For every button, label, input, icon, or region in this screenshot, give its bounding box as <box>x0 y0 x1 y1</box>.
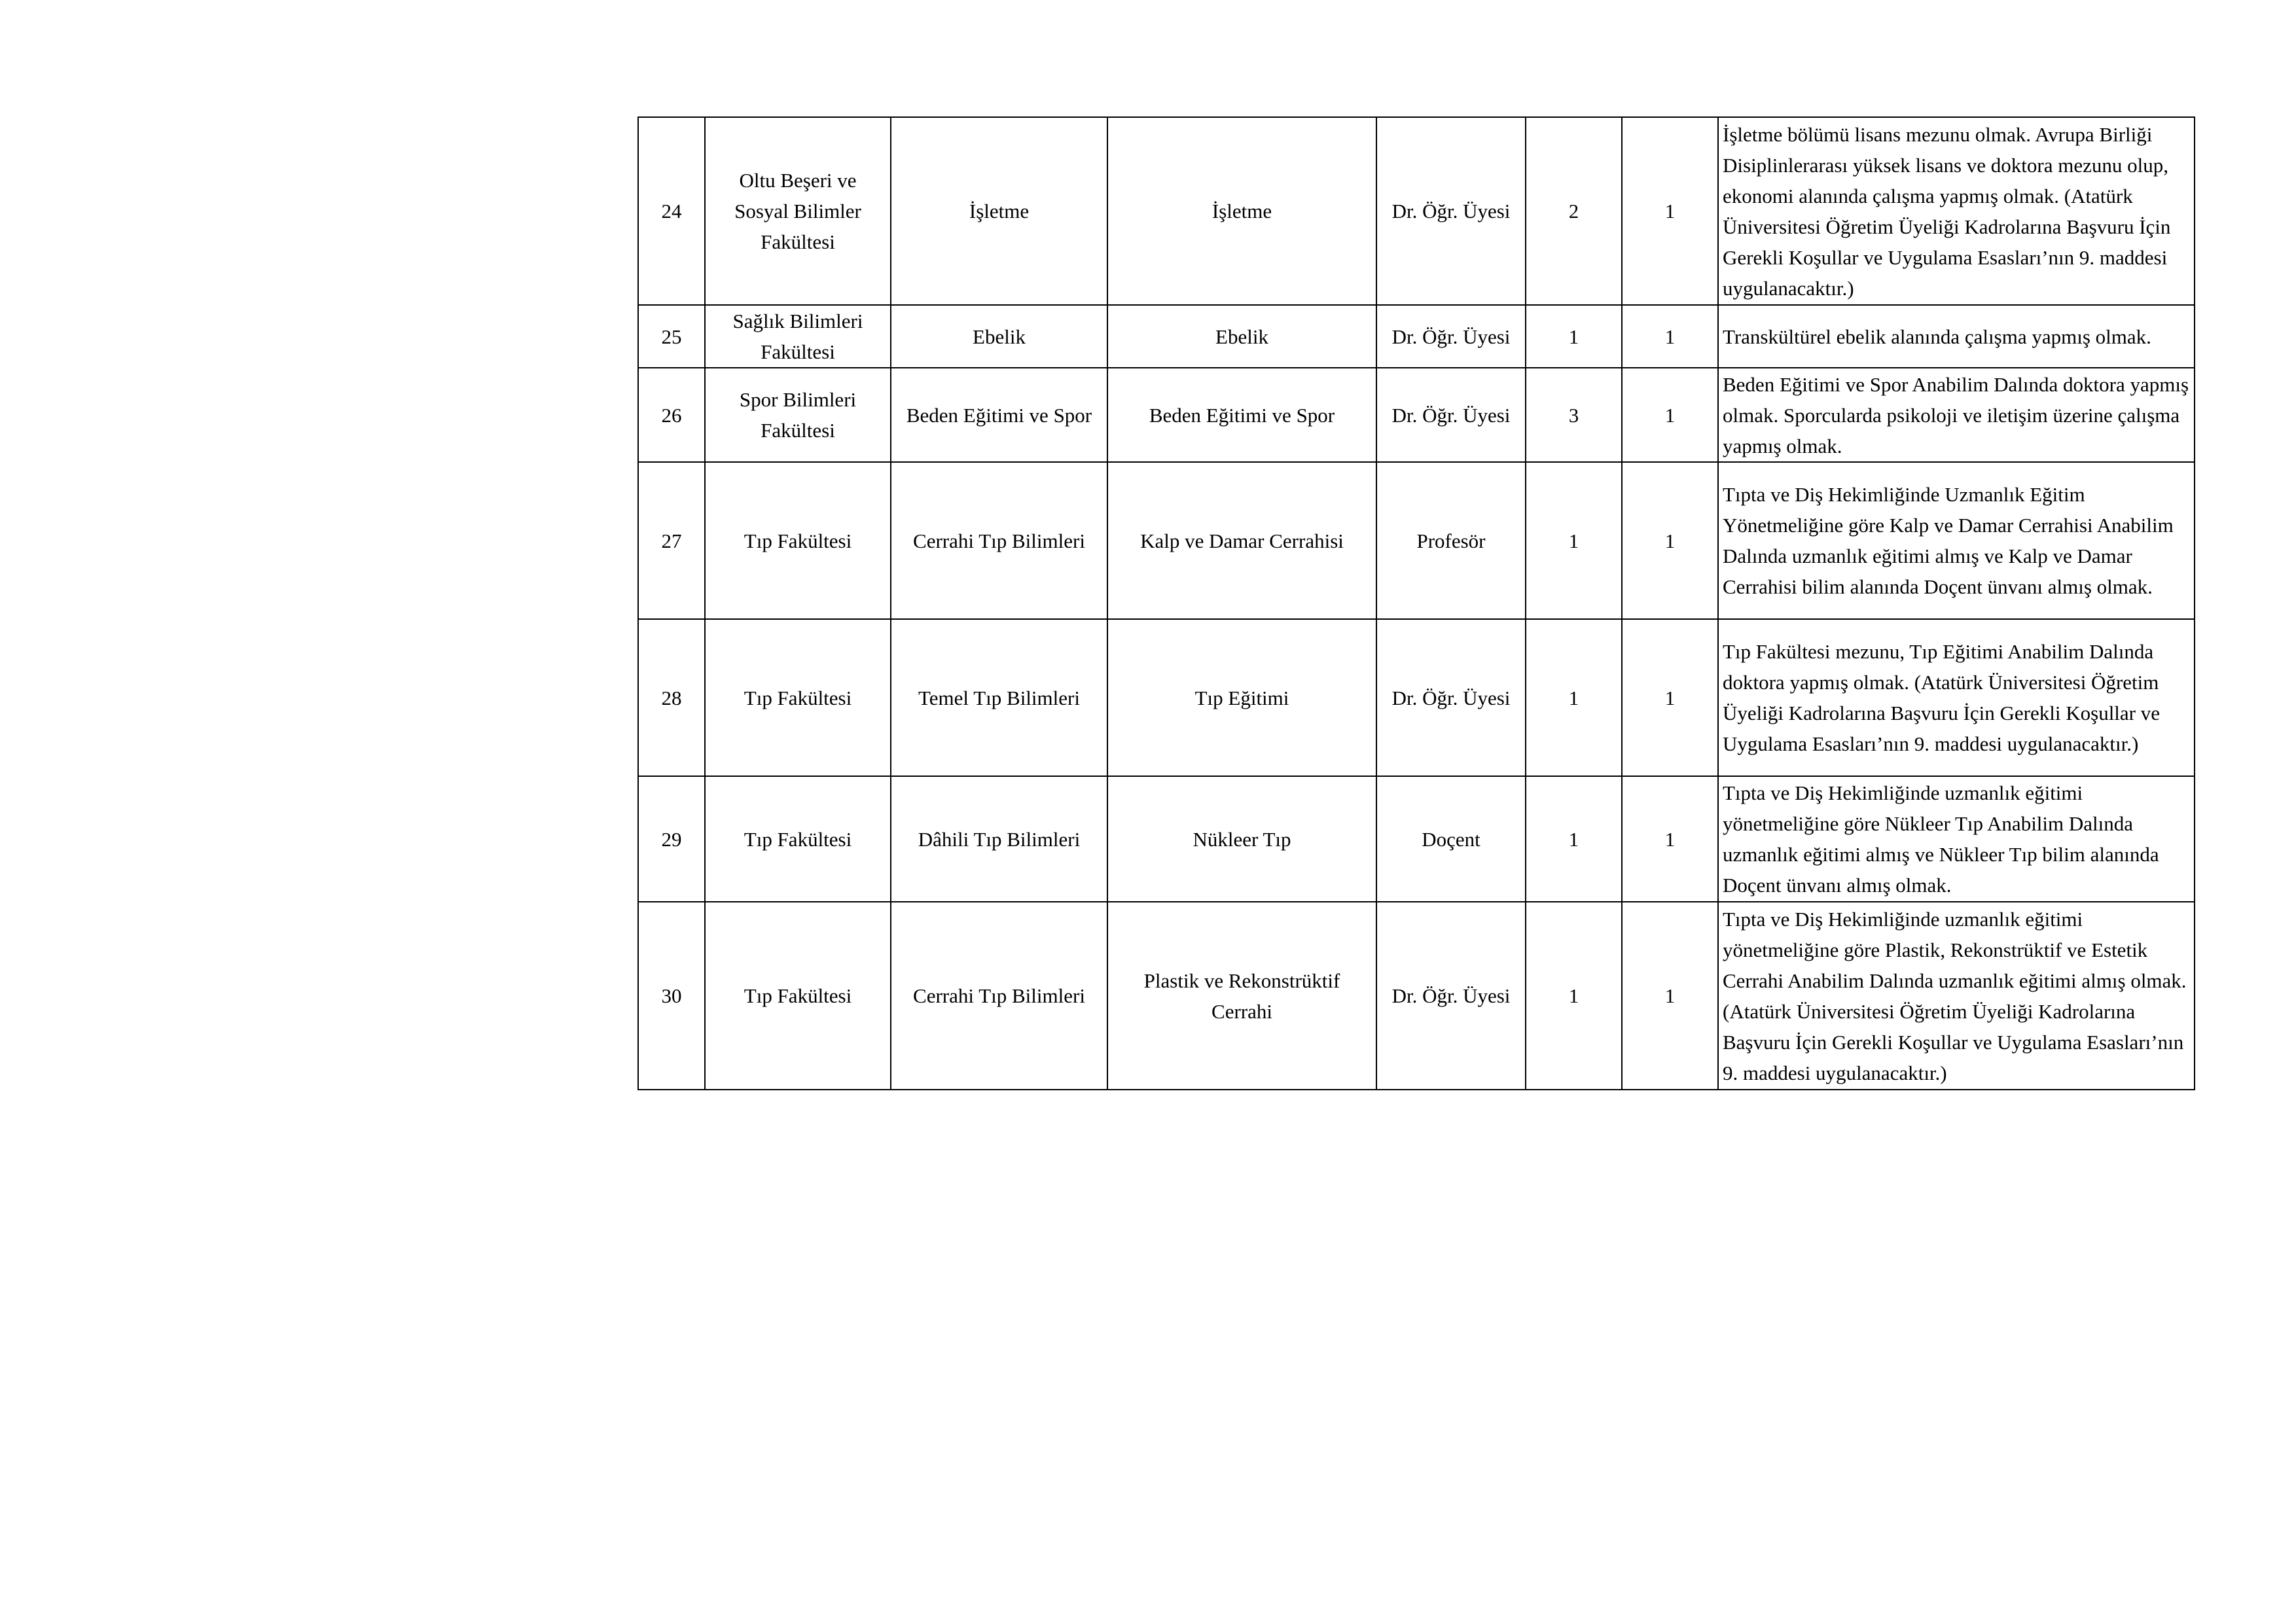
table-row <box>638 619 2195 776</box>
table-row <box>638 462 2195 619</box>
requirement-cell: Tıpta ve Diş Hekimliğinde Uzmanlık Eğitim Yönetmeliğine göre Kalp ve Damar Cerrahisi Anabilim Dalında uzmanlık eğitimi almış ve Kalp ve Damar Cerrahisi bilim alanında Doçent ünvanı almış olmak. <box>1718 462 2195 619</box>
program-cell: Plastik ve Rekonstrüktif Cerrahi <box>1107 902 1376 1090</box>
row-number: 24 <box>638 117 705 305</box>
title-cell: Dr. Öğr. Üyesi <box>1376 305 1526 368</box>
requirement-cell: Tıp Fakültesi mezunu, Tıp Eğitimi Anabilim Dalında doktora yapmış olmak. (Atatürk Üniversitesi Öğretim Üyeliği Kadrolarına Başvuru İçin Gerekli Koşullar ve Uygulama Esasları’nın 9. maddesi uygulanacaktır.) <box>1718 619 2195 776</box>
degree-cell: 1 <box>1526 619 1622 776</box>
count-cell: 1 <box>1622 368 1718 462</box>
faculty-cell: Tıp Fakültesi <box>705 776 891 902</box>
faculty-cell: Tıp Fakültesi <box>705 619 891 776</box>
degree-cell: 3 <box>1526 368 1622 462</box>
faculty-cell: Tıp Fakültesi <box>705 462 891 619</box>
degree-cell: 1 <box>1526 462 1622 619</box>
degree-cell: 1 <box>1526 305 1622 368</box>
title-cell: Dr. Öğr. Üyesi <box>1376 619 1526 776</box>
program-cell: Nükleer Tıp <box>1107 776 1376 902</box>
positions-table <box>637 116 2195 1090</box>
program-cell: Beden Eğitimi ve Spor <box>1107 368 1376 462</box>
row-number: 28 <box>638 619 705 776</box>
faculty-cell: Tıp Fakültesi <box>705 902 891 1090</box>
count-cell: 1 <box>1622 117 1718 305</box>
department-cell: Dâhili Tıp Bilimleri <box>891 776 1107 902</box>
department-cell: Ebelik <box>891 305 1107 368</box>
table-row <box>638 776 2195 902</box>
table-row <box>638 117 2195 305</box>
row-number: 25 <box>638 305 705 368</box>
count-cell: 1 <box>1622 902 1718 1090</box>
department-cell: İşletme <box>891 117 1107 305</box>
table-row <box>638 902 2195 1090</box>
program-cell: Ebelik <box>1107 305 1376 368</box>
requirement-cell: Tıpta ve Diş Hekimliğinde uzmanlık eğitimi yönetmeliğine göre Plastik, Rekonstrüktif ve Estetik Cerrahi Anabilim Dalında uzmanlık eğitimi almış olmak. (Atatürk Üniversitesi Öğretim Üyeliği Kadrolarına Başvuru İçin Gerekli Koşullar ve Uygulama Esasları’nın 9. maddesi uygulanacaktır.) <box>1718 902 2195 1090</box>
row-number: 27 <box>638 462 705 619</box>
department-cell: Temel Tıp Bilimleri <box>891 619 1107 776</box>
department-cell: Cerrahi Tıp Bilimleri <box>891 462 1107 619</box>
row-number: 30 <box>638 902 705 1090</box>
row-number: 29 <box>638 776 705 902</box>
table-row <box>638 368 2195 462</box>
title-cell: Dr. Öğr. Üyesi <box>1376 902 1526 1090</box>
requirement-cell: Tıpta ve Diş Hekimliğinde uzmanlık eğitimi yönetmeliğine göre Nükleer Tıp Anabilim Dalında uzmanlık eğitimi almış ve Nükleer Tıp bilim alanında Doçent ünvanı almış olmak. <box>1718 776 2195 902</box>
count-cell: 1 <box>1622 619 1718 776</box>
faculty-cell: Oltu Beşeri ve Sosyal Bilimler Fakültesi <box>705 117 891 305</box>
faculty-cell: Sağlık Bilimleri Fakültesi <box>705 305 891 368</box>
count-cell: 1 <box>1622 776 1718 902</box>
requirement-cell: Beden Eğitimi ve Spor Anabilim Dalında doktora yapmış olmak. Sporcularda psikoloji ve iletişim üzerine çalışma yapmış olmak. <box>1718 368 2195 462</box>
requirement-cell: Transkültürel ebelik alanında çalışma yapmış olmak. <box>1718 305 2195 368</box>
title-cell: Dr. Öğr. Üyesi <box>1376 117 1526 305</box>
department-cell: Cerrahi Tıp Bilimleri <box>891 902 1107 1090</box>
faculty-cell: Spor Bilimleri Fakültesi <box>705 368 891 462</box>
degree-cell: 1 <box>1526 776 1622 902</box>
program-cell: Kalp ve Damar Cerrahisi <box>1107 462 1376 619</box>
table-row <box>638 305 2195 368</box>
count-cell: 1 <box>1622 305 1718 368</box>
program-cell: Tıp Eğitimi <box>1107 619 1376 776</box>
title-cell: Profesör <box>1376 462 1526 619</box>
title-cell: Doçent <box>1376 776 1526 902</box>
title-cell: Dr. Öğr. Üyesi <box>1376 368 1526 462</box>
count-cell: 1 <box>1622 462 1718 619</box>
degree-cell: 1 <box>1526 902 1622 1090</box>
program-cell: İşletme <box>1107 117 1376 305</box>
requirement-cell: İşletme bölümü lisans mezunu olmak. Avrupa Birliği Disiplinlerarası yüksek lisans ve doktora mezunu olup, ekonomi alanında çalışma yapmış olmak. (Atatürk Üniversitesi Öğretim Üyeliği Kadrolarına Başvuru İçin Gerekli Koşullar ve Uygulama Esasları’nın 9. maddesi uygulanacaktır.) <box>1718 117 2195 305</box>
department-cell: Beden Eğitimi ve Spor <box>891 368 1107 462</box>
degree-cell: 2 <box>1526 117 1622 305</box>
row-number: 26 <box>638 368 705 462</box>
